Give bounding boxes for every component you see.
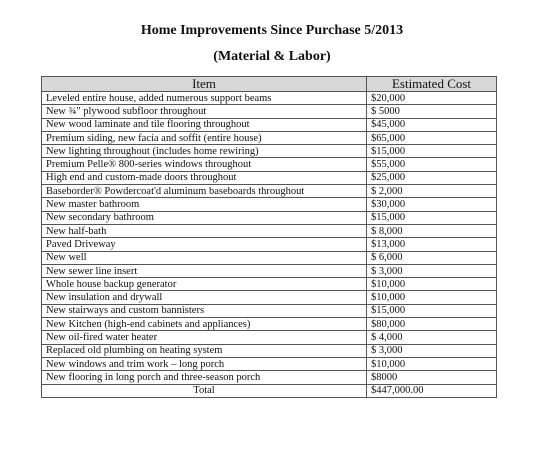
table-row <box>42 131 497 144</box>
cost-cell: $13,000 <box>367 238 497 251</box>
table-row <box>42 185 497 198</box>
cost-cell: $ 4,000 <box>367 331 497 344</box>
table-row <box>42 331 497 344</box>
item-cell: Premium Pelle® 800-series windows throughout <box>42 158 367 171</box>
table-row <box>42 371 497 384</box>
item-cell: New secondary bathroom <box>42 211 367 224</box>
cost-cell: $ 8,000 <box>367 224 497 237</box>
column-header-estimated-cost: Estimated Cost <box>367 77 497 92</box>
table-row <box>42 304 497 317</box>
cost-cell: $20,000 <box>367 92 497 105</box>
table-row <box>42 105 497 118</box>
table-row <box>42 158 497 171</box>
table-row <box>42 224 497 237</box>
total-row <box>42 384 497 397</box>
item-cell: New lighting throughout (includes home rewiring) <box>42 145 367 158</box>
cost-cell: $ 6,000 <box>367 251 497 264</box>
item-cell: New windows and trim work – long porch <box>42 357 367 370</box>
table-row <box>42 278 497 291</box>
cost-cell: $8000 <box>367 371 497 384</box>
cost-cell: $15,000 <box>367 145 497 158</box>
header-row <box>42 77 497 92</box>
table-row <box>42 357 497 370</box>
item-cell: New Kitchen (high-end cabinets and appliances) <box>42 318 367 331</box>
total-label: Total <box>42 384 367 397</box>
item-cell: Paved Driveway <box>42 238 367 251</box>
item-cell: New wood laminate and tile flooring throughout <box>42 118 367 131</box>
cost-cell: $80,000 <box>367 318 497 331</box>
table-row <box>42 118 497 131</box>
item-cell: New ¾" plywood subfloor throughout <box>42 105 367 118</box>
table-body <box>42 92 497 385</box>
item-cell: High end and custom-made doors throughout <box>42 171 367 184</box>
item-cell: New sewer line insert <box>42 264 367 277</box>
table-row <box>42 291 497 304</box>
item-cell: New insulation and drywall <box>42 291 367 304</box>
cost-cell: $30,000 <box>367 198 497 211</box>
total-cost: $447,000.00 <box>367 384 497 397</box>
table-row <box>42 171 497 184</box>
item-cell: New flooring in long porch and three-season porch <box>42 371 367 384</box>
table-header <box>42 77 497 92</box>
column-header-item: Item <box>42 77 367 92</box>
cost-cell: $ 5000 <box>367 105 497 118</box>
cost-cell: $ 3,000 <box>367 344 497 357</box>
table-row <box>42 198 497 211</box>
cost-cell: $10,000 <box>367 278 497 291</box>
table-row <box>42 211 497 224</box>
cost-table <box>41 76 497 398</box>
table-row <box>42 344 497 357</box>
table-row <box>42 145 497 158</box>
item-cell: New stairways and custom bannisters <box>42 304 367 317</box>
cost-cell: $15,000 <box>367 304 497 317</box>
cost-cell: $10,000 <box>367 291 497 304</box>
item-cell: New master bathroom <box>42 198 367 211</box>
cost-cell: $ 2,000 <box>367 185 497 198</box>
item-cell: New well <box>42 251 367 264</box>
cost-cell: $45,000 <box>367 118 497 131</box>
item-cell: New oil-fired water heater <box>42 331 367 344</box>
table-row <box>42 318 497 331</box>
table-row <box>42 264 497 277</box>
cost-cell: $65,000 <box>367 131 497 144</box>
item-cell: Leveled entire house, added numerous support beams <box>42 92 367 105</box>
item-cell: Baseborder® Powdercoat'd aluminum baseboards throughout <box>42 185 367 198</box>
page-subtitle: (Material & Labor) <box>213 49 331 64</box>
item-cell: Whole house backup generator <box>42 278 367 291</box>
item-cell: Premium siding, new facia and soffit (entire house) <box>42 131 367 144</box>
table-row <box>42 92 497 105</box>
page-title: Home Improvements Since Purchase 5/2013 <box>140 23 404 38</box>
table-row <box>42 238 497 251</box>
cost-cell: $ 3,000 <box>367 264 497 277</box>
cost-cell: $25,000 <box>367 171 497 184</box>
table-row <box>42 251 497 264</box>
cost-cell: $55,000 <box>367 158 497 171</box>
cost-cell: $10,000 <box>367 357 497 370</box>
item-cell: New half-bath <box>42 224 367 237</box>
item-cell: Replaced old plumbing on heating system <box>42 344 367 357</box>
cost-cell: $15,000 <box>367 211 497 224</box>
